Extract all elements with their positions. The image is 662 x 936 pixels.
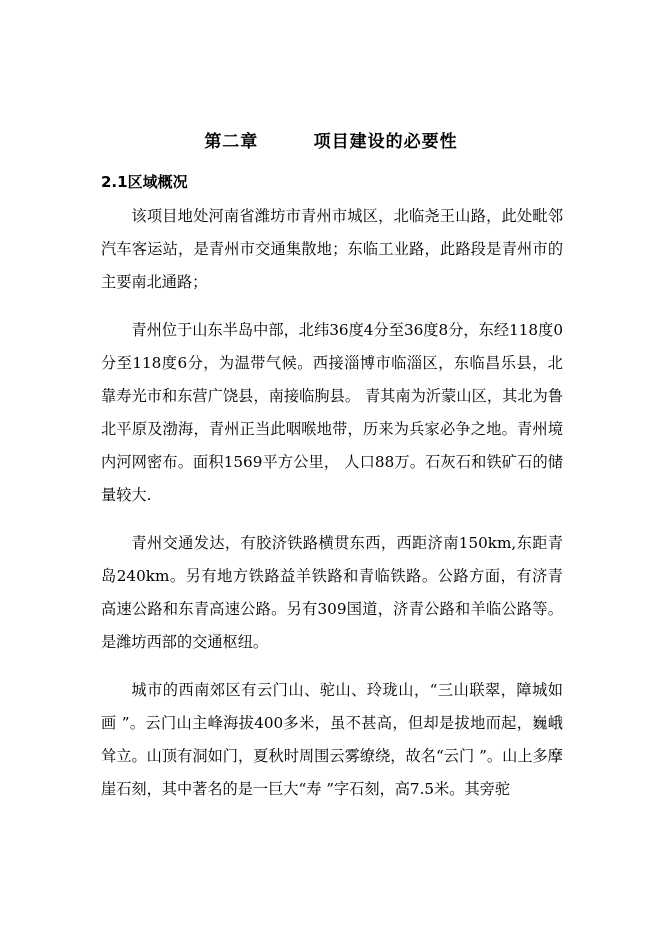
body-text	[101, 200, 563, 821]
paragraph-scenery: 城市的西南郊区有云门山、驼山、玲珑山，“三山联翠，障城如画 ”。云门山主峰海拔400多米，虽不甚高，但却是拔地而起，巍峨耸立。山顶有洞如门，夏秋时周围云雾缭绕，故名“云门 ”。山上多摩崖石刻，其中著名的是一巨大“寿 ”字石刻，高7.5米。其旁驼	[101, 681, 563, 798]
paragraph-location: 该项目地处河南省潍坊市青州市城区，北临尧王山路，此处毗邻汽车客运站，是青州市交通集散地；东临工业路，此路段是青州市的主要南北通路；	[101, 207, 563, 291]
paragraph-geography: 青州位于山东半岛中部，北纬36度4分至36度8分，东经118度0分至118度6分，为温带气候。西接淄博市临淄区，东临昌乐县，北靠寿光市和东营广饶县，南接临朐县。 青其南为沂蒙山区，其北为鲁北平原及渤海，青州正当此咽喉地带，历来为兵家必争之地。青州境内河网密布。面积1569平方公里， 人口88万。石灰石和铁矿石的储量较大.	[101, 321, 563, 504]
section-heading: 2.1区域概况	[101, 173, 188, 191]
paragraph-transportation: 青州交通发达，有胶济铁路横贯东西，西距济南150km,东距青岛240km。另有地方铁路益羊铁路和青临铁路。公路方面，有济青高速公路和东青高速公路。另有309国道，济青公路和羊临公路等。是潍坊西部的交通枢纽。	[101, 534, 563, 651]
chapter-title: 第二章 项目建设的必要性	[204, 132, 458, 152]
